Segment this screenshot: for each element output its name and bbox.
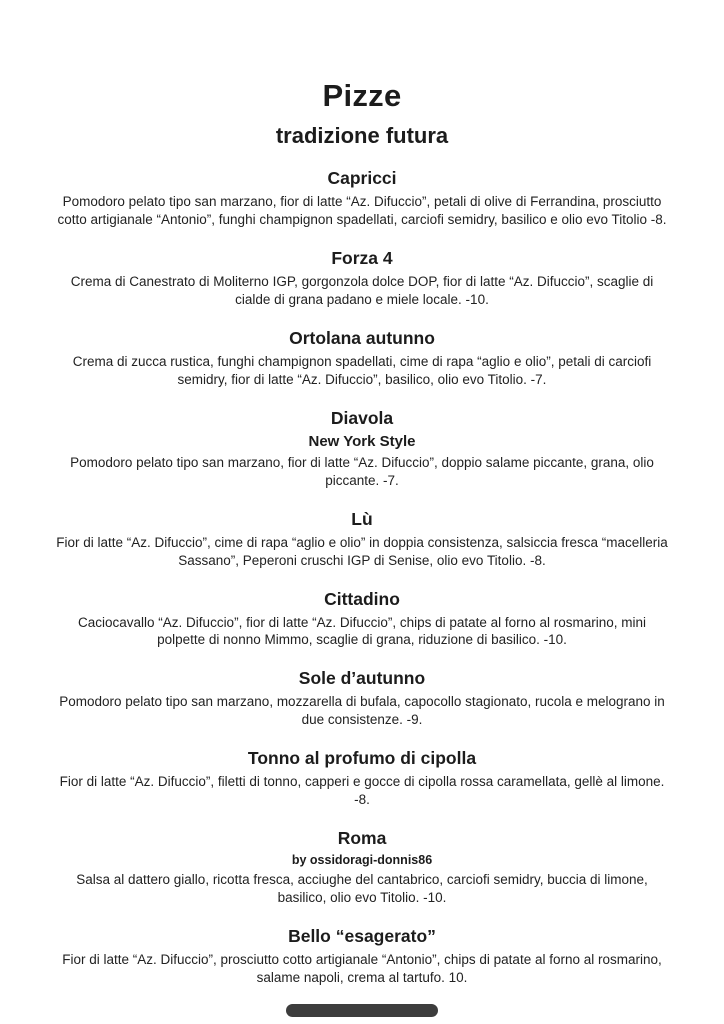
item-description: Salsa al dattero giallo, ricotta fresca, acciughe del cantabrico, carciofi semidry, buccia di limone, basilico, olio evo Titolio. -10. (76, 872, 648, 906)
item-name: Ortolana autunno (289, 327, 435, 348)
menu-item-sole-dautunno (55, 668, 669, 729)
item-subtitle: New York Style (308, 432, 416, 450)
item-name: Capricci (327, 168, 397, 188)
menu-item-list (55, 168, 669, 987)
menu-item-forza-4 (55, 248, 669, 309)
menu-header (55, 78, 669, 149)
menu-item-ortolana-autunno (55, 328, 669, 389)
item-description: Crema di Canestrato di Moliterno IGP, gorgonzola dolce DOP, fior di latte “Az. Difuccio”, scaglie di cialde di grana padano e miele locale. -10. (70, 273, 654, 307)
item-name: Roma (337, 828, 387, 849)
item-name: Lù (351, 508, 373, 529)
item-description: Pomodoro pelato tipo san marzano, fior di latte “Az. Difuccio”, petali di olive di Ferrandina, prosciutto cotto artigianale “Antonio”, funghi champignon spadellati, carciofi semidry, basilico e olio evo Titolio -8. (57, 194, 667, 227)
item-description: Caciocavallo “Az. Difuccio”, fior di latte “Az. Difuccio”, chips di patate al forno al rosmarino, mini polpette di nonno Mimmo, scaglie di grana, riduzione di basilico. -10. (78, 614, 646, 648)
item-name: Cittadino (324, 588, 400, 609)
item-name: Bello “esagerato” (288, 926, 436, 947)
item-name: Tonno al profumo di cipolla (247, 748, 477, 769)
item-name: Forza 4 (331, 247, 393, 268)
item-name: Diavola (330, 407, 394, 428)
menu-item-bello-esagerato (55, 926, 669, 987)
item-description: Fior di latte “Az. Difuccio”, prosciutto cotto artigianale “Antonio”, chips di patate al forno al rosmarino, salame napoli, crema al tartufo. 10. (62, 952, 662, 986)
item-name: Sole d’autunno (298, 668, 426, 689)
pizza-menu-page (55, 0, 669, 987)
menu-item-cittadino (55, 589, 669, 650)
item-subtitle: by ossidoragi-donnis86 (291, 853, 433, 868)
bottom-bar (286, 1004, 438, 1017)
menu-item-tonno-al-profumo-di-cipolla (55, 748, 669, 809)
page-subtitle: tradizione futura (275, 123, 449, 148)
menu-item-roma (55, 828, 669, 907)
item-description: Fior di latte “Az. Difuccio”, cime di rapa “aglio e olio” in doppia consistenza, salsiccia fresca “macelleria Sassano”, Peperoni cruschi IGP di Senise, olio evo Titolio. -8. (56, 534, 668, 568)
menu-item-capricci (55, 168, 669, 229)
menu-item-diavola (55, 408, 669, 490)
page-title: Pizze (322, 78, 402, 113)
item-description: Pomodoro pelato tipo san marzano, mozzarella di bufala, capocollo stagionato, rucola e melograno in due consistenze. -9. (59, 694, 665, 728)
item-description: Pomodoro pelato tipo san marzano, fior di latte “Az. Difuccio”, doppio salame piccante, grana, olio piccante. -7. (70, 454, 654, 488)
item-description: Fior di latte “Az. Difuccio”, filetti di tonno, capperi e gocce di cipolla rossa caramellata, gellè al limone. -8. (59, 774, 665, 808)
item-description: Crema di zucca rustica, funghi champignon spadellati, cime di rapa “aglio e olio”, petali di carciofi semidry, fior di latte “Az. Difuccio”, basilico, olio evo Titolio. -7. (72, 353, 652, 387)
menu-item-lu (55, 509, 669, 570)
